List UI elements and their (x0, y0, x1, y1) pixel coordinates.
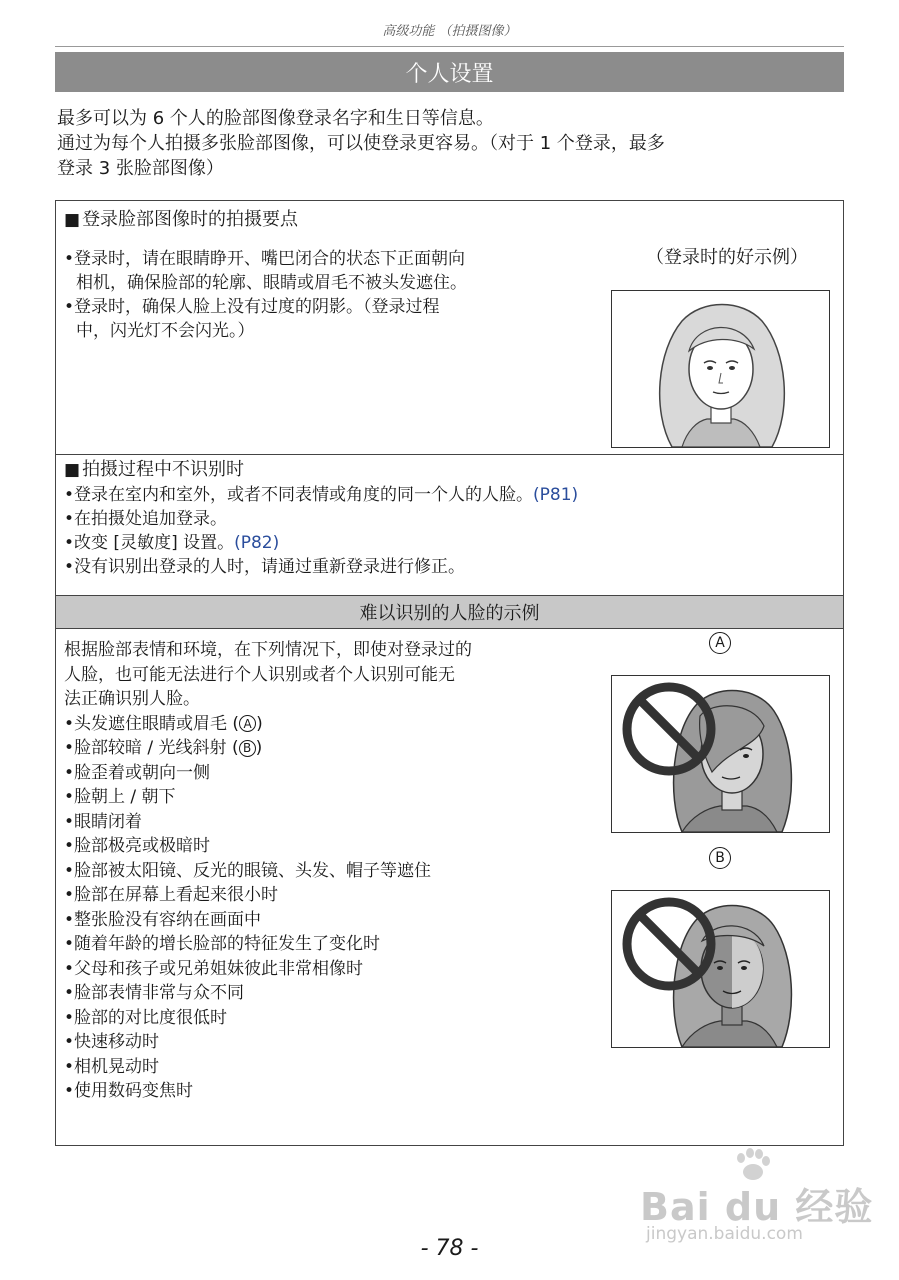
list-item: •父母和孩子或兄弟姐妹彼此非常相像时 (64, 958, 364, 979)
not-recognized-section (56, 454, 843, 596)
baidu-jingyan-watermark (640, 1148, 874, 1248)
list-item: •脸部的对比度很低时 (64, 1007, 228, 1028)
list-item: •使用数码变焦时 (64, 1081, 194, 1101)
section-title-text: 拍摄过程中不识别时 (82, 459, 245, 480)
list-item (64, 483, 578, 507)
list-item: •随着年龄的增长脸部的特征发生了变化时 (64, 934, 381, 954)
section-title (64, 209, 298, 231)
list-item-text: ) (256, 713, 263, 734)
intro-paragraph (57, 106, 847, 181)
list-item: •登录时，确保人脸上没有过度的阴影。（登录过程 (64, 297, 440, 317)
list-item: •脸部表情非常与众不同 (64, 983, 245, 1003)
header-rule (55, 46, 844, 47)
list-item-text: •脸部较暗 / 光线斜射 ( (64, 738, 239, 758)
circled-a-icon: A (239, 715, 256, 732)
tips-list (64, 247, 467, 343)
tips-box (55, 200, 844, 1146)
intro-line: 法正确识别人脸。 (64, 689, 200, 709)
intro-line: 通过为每个人拍摄多张脸部图像，可以使登录更容易。（对于 1 个登录，最多 (57, 133, 665, 154)
list-item-text: •头发遮住眼睛或眉毛 ( (64, 713, 240, 734)
list-item: •脸部极亮或极暗时 (64, 836, 211, 856)
list-item: •眼睛闭着 (64, 811, 143, 832)
page-number: - 78 - (420, 1236, 479, 1261)
intro-line: 登录 3 张脸部图像） (57, 158, 224, 179)
section-title (64, 459, 244, 481)
list-item: •整张脸没有容纳在画面中 (64, 909, 262, 930)
difficult-faces-title: 难以识别的人脸的示例 (56, 595, 843, 629)
good-example-image (611, 290, 830, 448)
intro-line: 最多可以为 6 个人的脸部图像登录名字和生日等信息。 (57, 108, 494, 129)
list-item: 相机，确保脸部的轮廓、眼睛或眉毛不被头发遮住。 (76, 273, 467, 293)
page-title: 个人设置 (55, 52, 844, 92)
page-link-p82[interactable]: (P82) (234, 533, 280, 553)
watermark-logo: Bai du 经验 (640, 1185, 874, 1229)
list-item (64, 712, 472, 737)
square-bullet-icon: ■ (64, 460, 81, 480)
page-link-p81[interactable]: (P81) (533, 485, 579, 505)
page-header: 高级功能 （拍摄图像） (382, 24, 517, 39)
list-item: •相机晃动时 (64, 1056, 160, 1077)
registration-tips-section (56, 201, 843, 454)
list-item-text: •在拍摄处追加登录。 (64, 509, 228, 529)
good-example-caption: （登录时的好示例） (646, 247, 808, 268)
list-item (64, 507, 578, 531)
square-bullet-icon: ■ (64, 210, 81, 230)
list-item: •脸歪着或朝向一侧 (64, 762, 211, 783)
list-item-text: •改变 [灵敏度] 设置。 (64, 533, 235, 553)
circled-a-icon: A (709, 632, 731, 654)
list-item-text: •登录在室内和室外，或者不同表情或角度的同一个人的人脸。 (64, 485, 534, 505)
list-item (64, 736, 472, 761)
list-item: •登录时，请在眼睛睁开、嘴巴闭合的状态下正面朝向 (64, 249, 466, 269)
list-item-text: •没有识别出登录的人时，请通过重新登录进行修正。 (64, 557, 466, 577)
intro-line: 人脸，也可能无法进行个人识别或者个人识别可能无 (64, 664, 455, 685)
bad-example-image-a (611, 675, 830, 833)
remedy-list (64, 483, 578, 579)
watermark-url: jingyan.baidu.com (646, 1224, 803, 1244)
list-item (64, 555, 578, 579)
list-item-text: ) (255, 738, 263, 758)
intro-line: 根据脸部表情和环境，在下列情况下，即使对登录过的 (64, 640, 472, 660)
difficult-faces-list (64, 638, 472, 1104)
list-item: •脸部在屏幕上看起来很小时 (64, 885, 279, 905)
section-title-text: 登录脸部图像时的拍摄要点 (82, 209, 299, 230)
list-item: 中，闪光灯不会闪光。） (76, 321, 255, 341)
circled-b-icon: B (239, 740, 256, 757)
list-item (64, 531, 578, 555)
list-item: •脸朝上 / 朝下 (64, 787, 176, 807)
circled-b-icon: B (709, 847, 731, 869)
list-item: •快速移动时 (64, 1032, 160, 1052)
bad-example-image-b (611, 890, 830, 1048)
list-item: •脸部被太阳镜、反光的眼镜、头发、帽子等遮住 (64, 860, 432, 881)
